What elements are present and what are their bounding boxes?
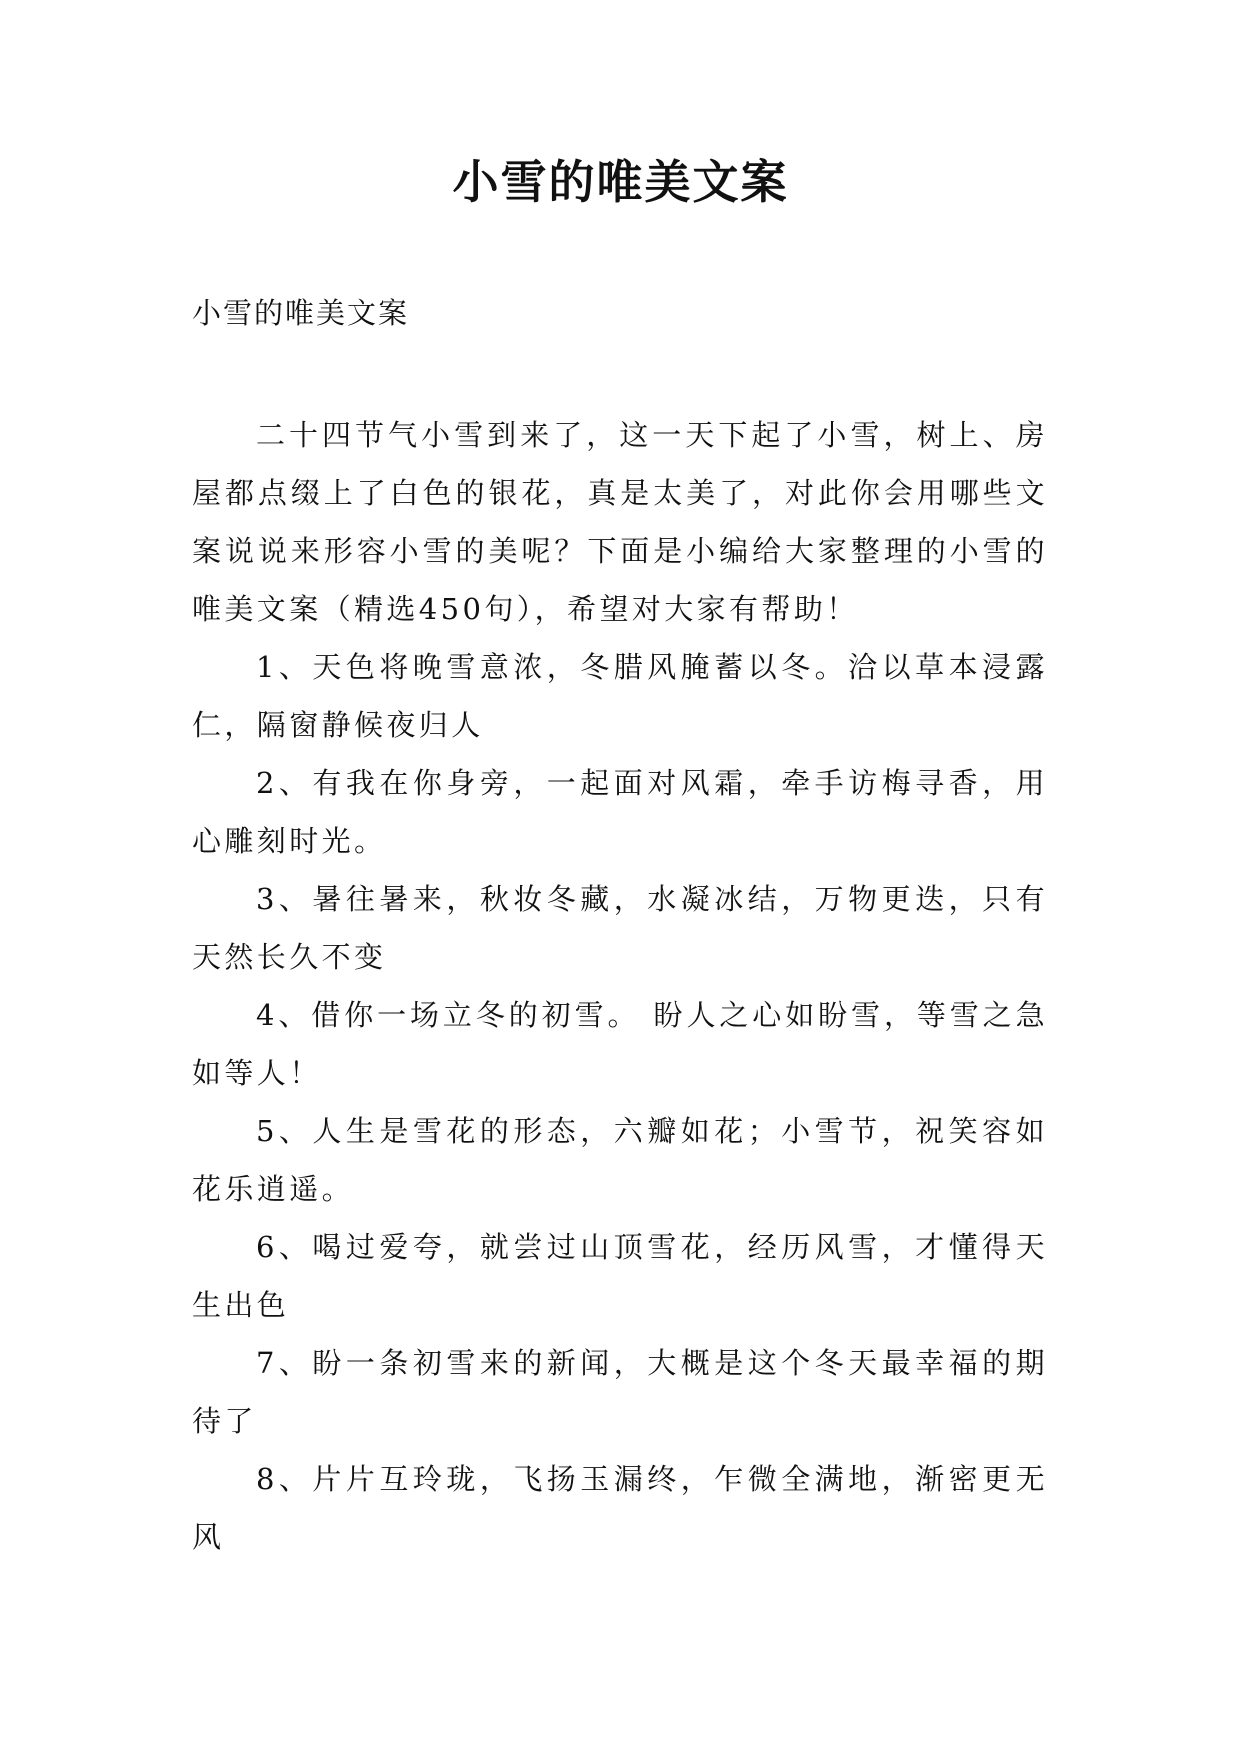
quote-paragraph: 3、暑往暑来，秋妆冬藏，水凝冰结，万物更迭，只有天然长久不变 [192, 882, 1048, 974]
quote-paragraph: 2、有我在你身旁，一起面对风霜，牵手访梅寻香，用心雕刻时光。 [192, 766, 1048, 858]
document-body [192, 406, 1048, 1566]
document-title: 小雪的唯美文案 [452, 155, 789, 209]
document-subtitle: 小雪的唯美文案 [192, 296, 410, 330]
quote-paragraph: 8、片片互玲珑，飞扬玉漏终，乍微全满地，渐密更无风 [192, 1462, 1048, 1554]
quote-paragraph: 7、盼一条初雪来的新闻，大概是这个冬天最幸福的期待了 [192, 1346, 1048, 1438]
quote-paragraph: 6、喝过爱夸，就尝过山顶雪花，经历风雪，才懂得天生出色 [192, 1230, 1048, 1322]
quote-paragraph: 4、借你一场立冬的初雪。 盼人之心如盼雪，等雪之急如等人！ [192, 998, 1048, 1090]
quote-paragraph: 1、天色将晚雪意浓，冬腊风腌蓄以冬。洽以草本浸露仁，隔窗静候夜归人 [192, 650, 1048, 742]
intro-paragraph: 二十四节气小雪到来了，这一天下起了小雪，树上、房屋都点缀上了白色的银花，真是太美了，对此你会用哪些文案说说来形容小雪的美呢？下面是小编给大家整理的小雪的唯美文案（精选450句），希望对大家有帮助！ [192, 418, 1048, 626]
quote-paragraph: 5、人生是雪花的形态，六瓣如花；小雪节，祝笑容如花乐逍遥。 [192, 1114, 1048, 1206]
